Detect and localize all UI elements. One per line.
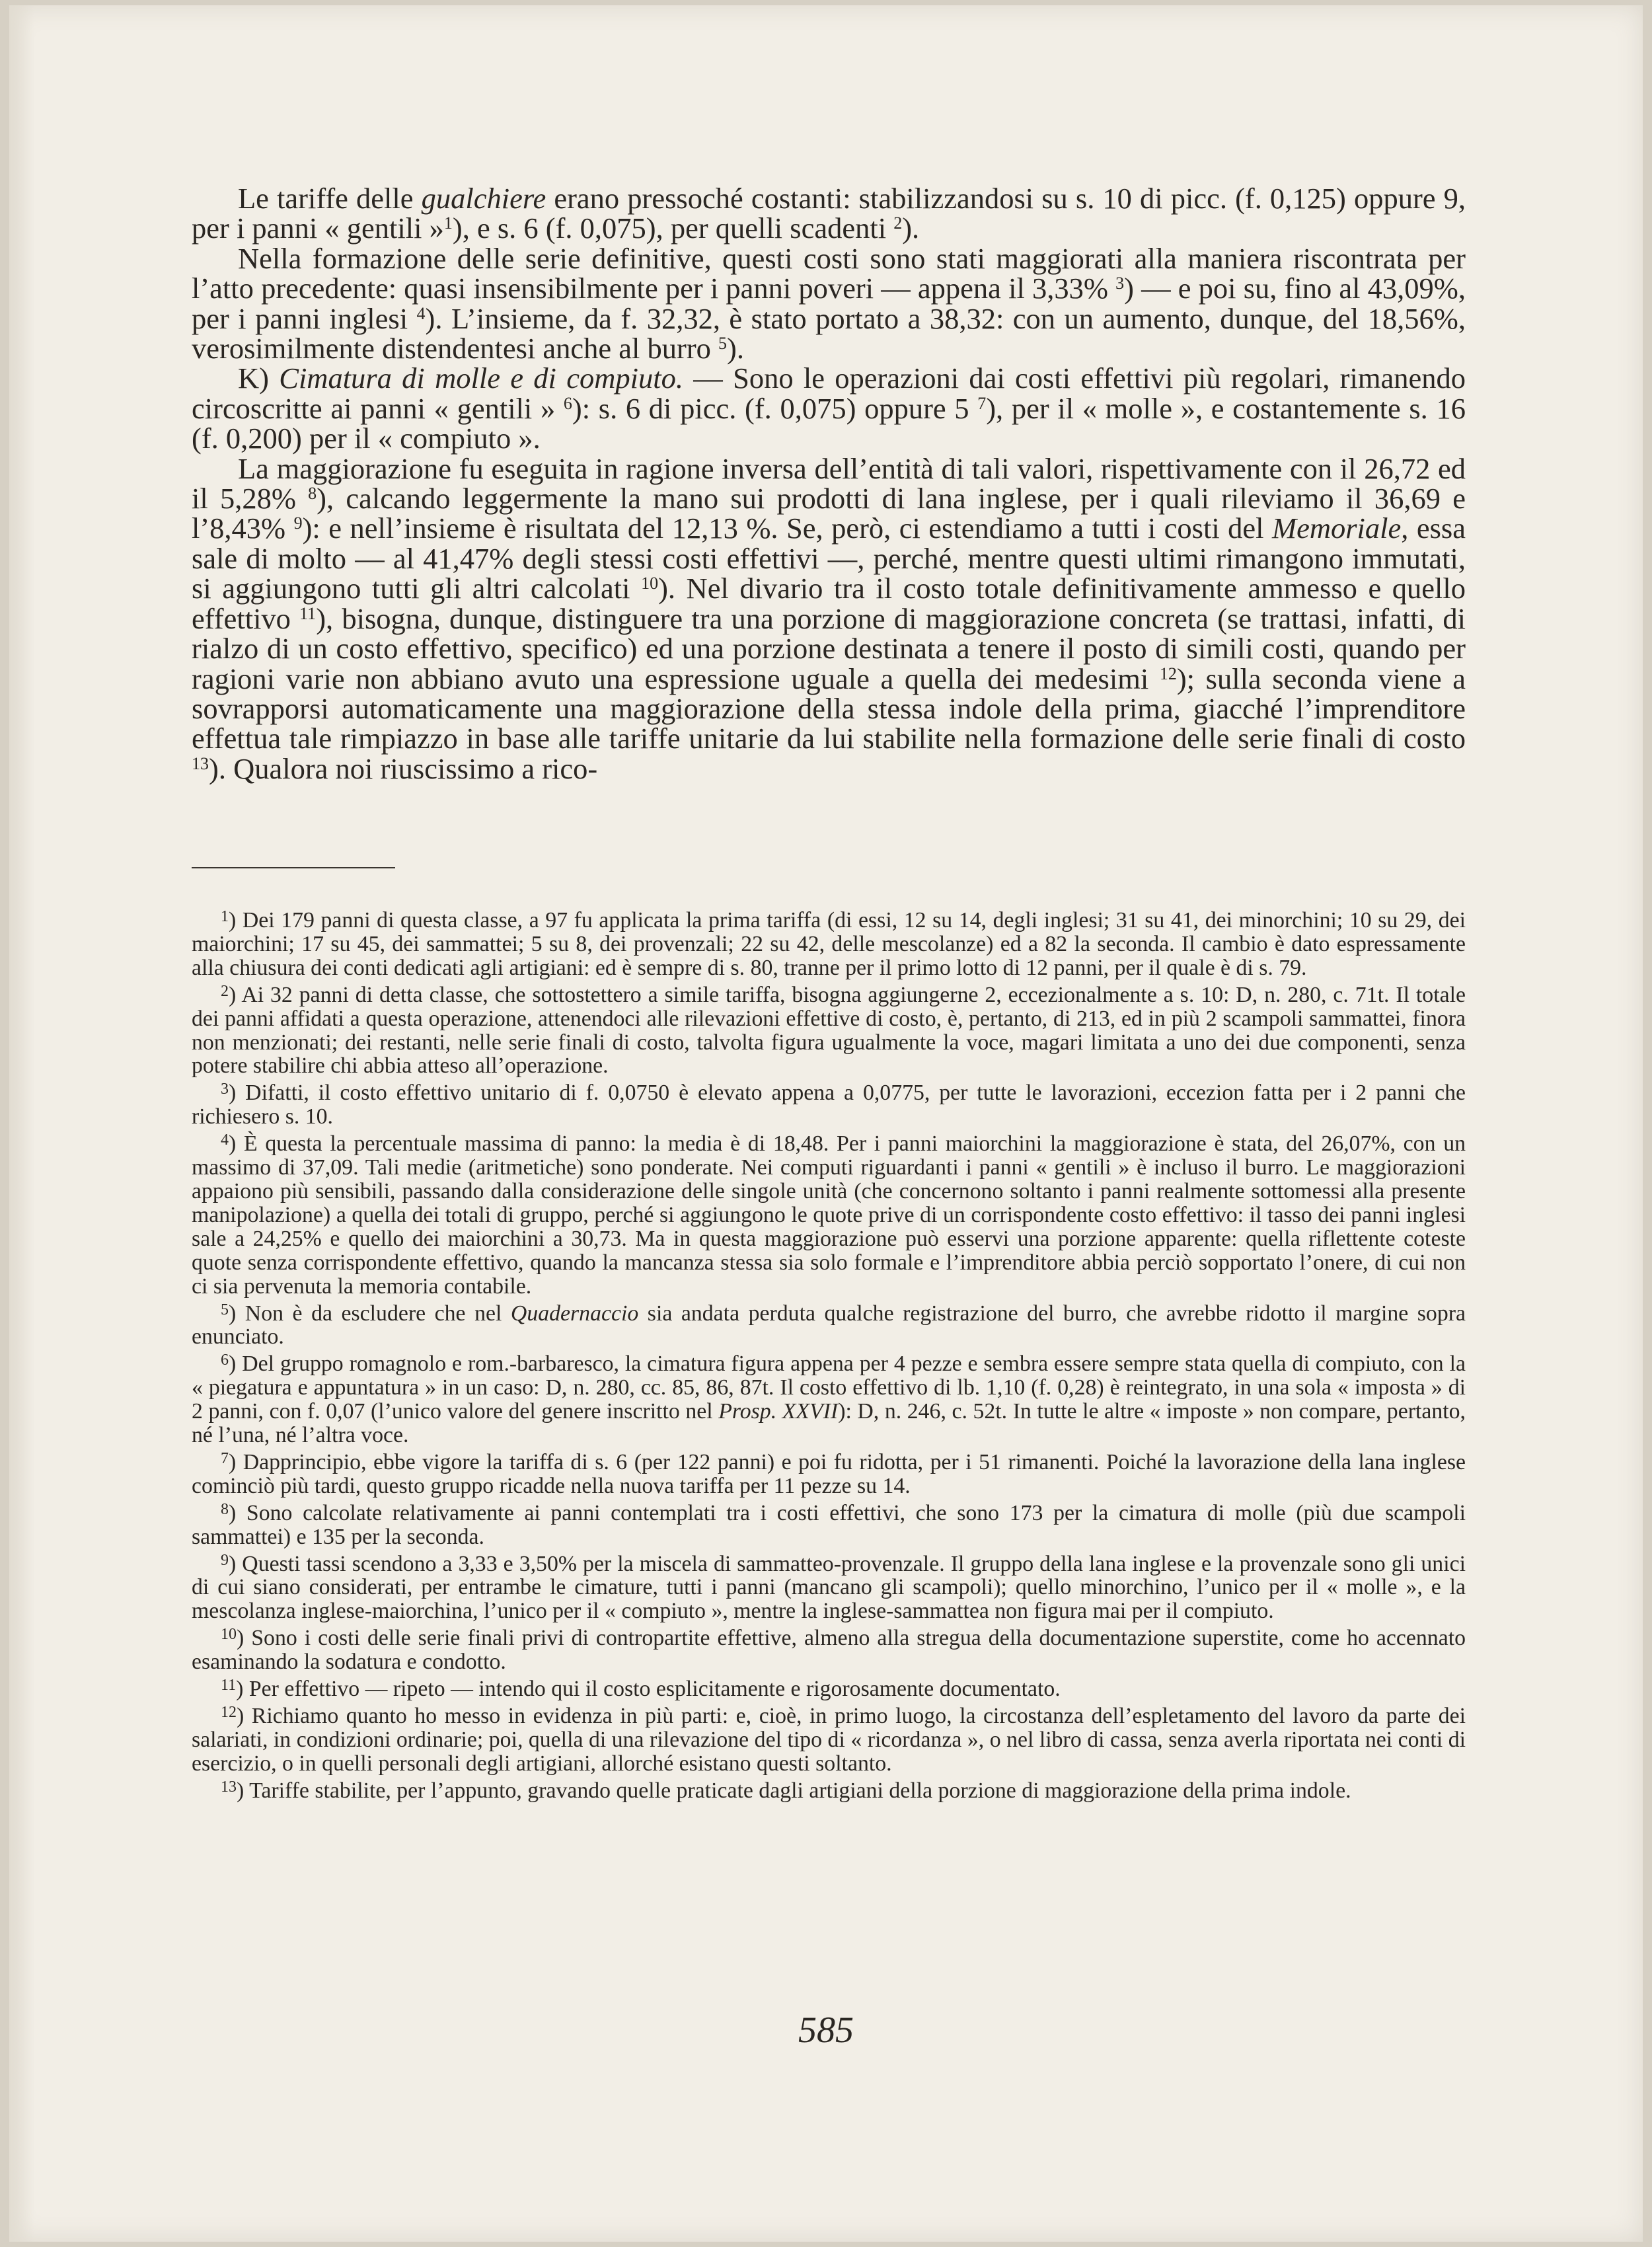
main-text [192,184,1466,784]
footnote-ref: 12 [1159,664,1177,683]
footnote-ref: 6 [563,393,572,413]
footnote-ref: 11 [299,603,317,623]
paragraph-2: Nella formazione delle serie definitive, questi costi sono stati maggiorati alla maniera riscontrata per l’atto precedente: quasi insensibilmente per i panni poveri — appena il 3,33% $^3$) — e poi su, fino al 43,09%, per i panni inglesi $^4$). L’insieme, da f. 32,32, è stato portato a 38,32: con un aumento, dunque, del 18,56%, verosimilmente distendentesi anche al burro $^5$). [192,241,1466,365]
footnote-separator [192,867,395,868]
footnote-5: $^5$) Non è da escludere che nel Quadernaccio sia andata perduta qualche registrazione del burro, che avrebbe ridotto il margine sopra enunciato. [192,1301,1466,1350]
paragraph-4: La maggiorazione fu eseguita in ragione inversa dell’entità di tali valori, rispettivamente con il 26,72 ed il 5,28% $^8$), calcando leggermente la mano sui prodotti di lana inglese, per i quali rileviamo il 36,69 e l’8,43% $^9$): e nell’insieme è risultata del 12,13 %. Se, però, ci estendiamo a tutti i costi del Memoriale, essa sale di molto — al 41,47% degli stessi costi effettivi —, perché, mentre questi ultimi rimangono immutati, si aggiungono tutti gli altri calcolati $^{10}$). Nel divario tra il costo totale definitivamente ammesso e quello effettivo $^{11}$), bisogna, dunque, distinguere tra una porzione di maggiorazione concreta (se trattasi, infatti, di rialzo di un costo effettivo, specifico) ed una porzione destinata a tenere il posto di simili costi, quando per ragioni varie non abbiano avuto una espressione uguale a quella dei medesimi $^{12}$); sulla seconda viene a sovrapporsi automaticamente una maggiorazione della stessa indole della prima, giacché l’imprenditore effettua tale rimpiazzo in base alle tariffe unitarie da lui stabilite nella formazione delle serie finali di costo $^{13}$). Qualora noi riuscissimo a rico- [192,451,1466,785]
footnote-ref: 5 [718,334,728,354]
footnote-ref: 10 [641,574,659,593]
paragraph-3: K) Cimatura di molle e di compiuto. — Sono le operazioni dai costi effettivi più regolari, rimanendo circoscritte ai panni « gentili » $^6$): s. 6 di picc. (f. 0,075) oppure 5 $^7$), per il « molle », e costantemente s. 16 (f. 0,200) per il « compiuto ». [192,362,1466,455]
footnote-13: $^{13}$) Tariffe stabilite, per l’appunto, gravando quelle praticate dagli artigiani della porzione di maggiorazione della prima indole. [221,1778,1351,1803]
footnote-9: $^9$) Questi tassi scendono a 3,33 e 3,50% per la miscela di sammatteo-provenzale. Il gruppo della lana inglese e la provenzale sono gli unici di cui siano considerati, per entrambe le cimature, tutti i panni (mancano gli scampoli); quello minorchino, l’unico per il « molle », e la mescolanza inglese-maiorchina, l’unico per il « compiuto », mentre la inglese-sammattea non figura mai per il compiuto. [192,1551,1466,1624]
footnote-12: $^{12}$) Richiamo quanto ho messo in evidenza in più parti: e, cioè, in primo luogo, la circostanza dell’espletamento del lavoro da parte dei salariati, in condizioni ordinarie; poi, quella di una rilevazione del tipo di « ricordanza », o nel libro di cassa, senza averla riportata nei conti di esercizio, o in quelli personali degli artigiani, allorché esistano questi soltanto. [192,1704,1466,1776]
footnote-10: $^{10}$) Sono i costi delle serie finali privi di contropartite effettive, almeno alla stregua della documentazione superstite, come ho accennato esaminando la sodatura e condotto. [192,1626,1466,1675]
footnote-ref: 3 [1115,274,1125,293]
footnotes [192,905,1466,1803]
footnote-8: $^8$) Sono calcolate relativamente ai panni contemplati tra i costi effettivi, che sono 173 per la cimatura di molle (più due scampoli sammattei) e 135 per la seconda. [192,1500,1466,1549]
paragraph-1: Le tariffe delle gualchiere erano pressoché costanti: stabilizzandosi su s. 10 di picc. (f. 0,125) oppure 9, per i panni « gentili »$^1$), e s. 6 (f. 0,075), per quelli scadenti $^2$). [192,182,1466,245]
footnote-ref: 7 [977,393,987,413]
footnote-2: $^2$) Ai 32 panni di detta classe, che sottostettero a simile tariffa, bisogna aggiungerne 2, eccezionalmente a s. 10: D, n. 280, c. 71t. Il totale dei panni affidati a questa operazione, attenendoci alle rilevazioni effettive di costo, è, pertanto, di 213, ed in più 2 scampoli sammattei, finora non menzionati; dei restanti, nelle serie finali di costo, talvolta figura ugualmente la voce, magari limitata a uno dei due componenti, senza potere stabilire chi abbia atteso all’operazione. [192,982,1466,1079]
footnote-4: $^4$) È questa la percentuale massima di panno: la media è di 18,48. Per i panni maiorchini la maggiorazione è stata, del 26,07%, con un massimo di 37,09. Tali medie (aritmetiche) sono ponderate. Nei computi riguardanti i panni « gentili » è incluso il burro. Le maggiorazioni appaiono più sensibili, passando dalla considerazione delle singole unità (che concernono soltanto i panni realmente sottomessi alla presente manipolazione) a quella dei totali di gruppo, perché si aggiungono le quote prive di un corrispondente costo effettivo: il tasso dei panni inglesi sale a 24,25% e quello dei maiorchini a 30,73. Ma in questa maggiorazione può esservi una porzione apparente: quella riflettente coteste quote senza corrispondente effettivo, quando la mancanza stessa sia solo formale e l’imprenditore abbia perciò sopportato l’onere, di cui non ci sia pervenuta la memoria contabile. [192,1131,1466,1299]
page-number: 585 [798,2010,854,2051]
footnote-ref: 1 [443,213,453,233]
footnote-7: $^7$) Dapprincipio, ebbe vigore la tariffa di s. 6 (per 122 panni) e poi fu ridotta, per i 51 rimanenti. Poiché la lavorazione della lana inglese cominciò più tardi, questo gruppo ricadde nella nuova tariffa per 11 pezze su 14. [192,1449,1466,1498]
footnote-ref: 4 [416,303,426,323]
footnote-ref: 2 [893,213,903,233]
footnote-ref: 9 [293,514,303,533]
footnote-11: $^{11}$) Per effettivo — ripeto — intendo qui il costo esplicitamente e rigorosamente documentato. [221,1677,1061,1702]
footnote-1: $^1$) Dei 179 panni di questa classe, a 97 fu applicata la prima tariffa (di essi, 12 su 14, degli inglesi; 31 su 41, dei minorchini; 10 su 29, dei maiorchini; 17 su 45, dei sammattei; 5 su 8, dei provenzali; 22 su 42, delle mescolanze) ed a 82 la seconda. Il cambio è dato espressamente alla chiusura dei conti dedicati agli artigiani: ed è sempre di s. 80, tranne per il primo lotto di 12 panni, per il quale è di s. 79. [192,908,1466,980]
footnote-6: $^6$) Del gruppo romagnolo e rom.-barbaresco, la cimatura figura appena per 4 pezze e sembra essere sempre stata quella di compiuto, con la « piegatura e appuntatura » in un caso: D, n. 280, cc. 85, 86, 87t. Il costo effettivo di lb. 1,10 (f. 0,28) è reintegrato, in una sola « imposta » di 2 panni, con f. 0,07 (l’unico valore del genere inscritto nel Prosp. XXVII): D, n. 246, c. 52t. In tutte le altre « imposte » non compare, pertanto, né l’una, né l’altra voce. [192,1352,1466,1448]
footnote-3: $^3$) Difatti, il costo effettivo unitario di f. 0,0750 è elevato appena a 0,0775, per tutte le lavorazioni, eccezion fatta per i 2 panni che richiesero s. 10. [192,1081,1466,1129]
footnote-ref: 13 [192,753,209,773]
section-heading: Cimatura di molle e di compiuto. [279,362,683,395]
footnote-ref: 8 [308,484,317,504]
